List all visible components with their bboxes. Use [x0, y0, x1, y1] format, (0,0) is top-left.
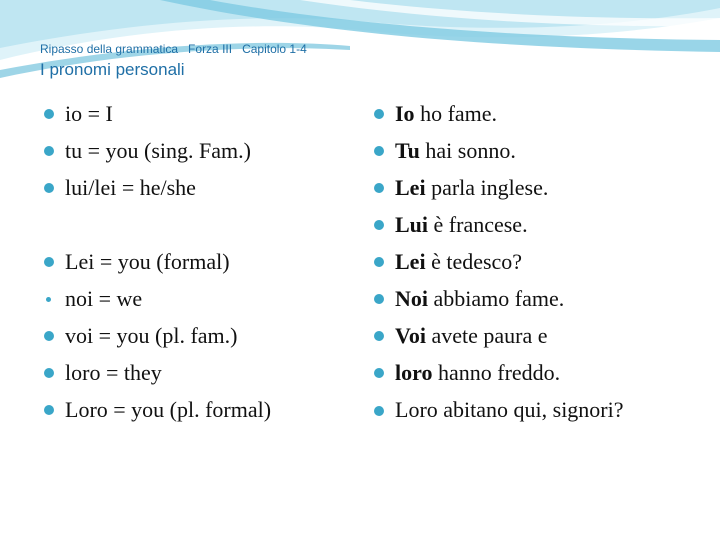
list-spacer: [44, 206, 364, 243]
sentence-text: Loro abitano qui, signori?: [395, 397, 624, 422]
list-item: [44, 243, 364, 280]
list-item-text: Lei = you (formal): [65, 249, 230, 274]
pronoun-bold: Noi: [395, 286, 428, 311]
pronoun-bold: Io: [395, 101, 415, 126]
list-item-text: Loro = you (pl. formal): [65, 397, 272, 422]
list-item: [374, 243, 694, 280]
bullet-icon: [44, 109, 54, 119]
pronoun-bold: loro: [395, 360, 433, 385]
list-item: [44, 132, 364, 169]
sentence-text: è francese.: [428, 212, 528, 237]
bullet-icon: [44, 183, 54, 193]
pronoun-bold: Lui: [395, 212, 429, 237]
list-item: [374, 132, 694, 169]
list-item: [374, 280, 694, 317]
bullet-icon: [374, 368, 384, 378]
bullet-icon: [374, 406, 384, 416]
slide-subtitle: Ripasso della grammatica Forza III Capitolo 1-4: [40, 42, 307, 56]
bullet-icon: [374, 331, 384, 341]
sentence-text: hanno freddo.: [432, 360, 561, 385]
list-item-text: noi = we: [65, 286, 143, 311]
bullet-icon: [44, 368, 54, 378]
list-item: [374, 169, 694, 206]
slide-title-area: [40, 42, 307, 80]
pronoun-bold: Tu: [395, 138, 420, 163]
list-item: [44, 354, 364, 391]
list-item: [44, 280, 364, 317]
bullet-icon: [44, 257, 54, 267]
bullet-icon: [374, 183, 384, 193]
bullet-icon: [374, 109, 384, 119]
bullet-icon: [374, 146, 384, 156]
list-item-text: io = I: [65, 101, 113, 126]
list-item: [374, 95, 694, 132]
pronoun-list-left: [44, 95, 364, 428]
sentence-text: ho fame.: [414, 101, 498, 126]
sentence-text: avete paura e: [425, 323, 548, 348]
bullet-icon: [374, 257, 384, 267]
bullet-icon: [44, 331, 54, 341]
example-list-right: [374, 95, 694, 425]
list-item: [374, 354, 694, 391]
slide-title: I pronomi personali: [40, 60, 185, 79]
sentence-text: hai sonno.: [419, 138, 516, 163]
list-item-text: voi = you (pl. fam.): [65, 323, 238, 348]
list-item: [374, 317, 694, 354]
bullet-icon: [44, 146, 54, 156]
list-item: [44, 95, 364, 132]
sentence-text: è tedesco?: [425, 249, 523, 274]
list-item: [374, 206, 694, 243]
bullet-icon: [374, 220, 384, 230]
list-item-text: loro = they: [65, 360, 162, 385]
list-item: [44, 391, 364, 428]
list-item: [374, 391, 694, 425]
pronoun-bold: Voi: [395, 323, 426, 348]
bullet-icon: [46, 297, 51, 302]
list-item: [44, 169, 364, 206]
bullet-icon: [44, 405, 54, 415]
pronoun-bold: Lei: [395, 249, 426, 274]
bullet-icon: [374, 294, 384, 304]
list-item: [44, 317, 364, 354]
sentence-text: parla inglese.: [425, 175, 549, 200]
sentence-text: abbiamo fame.: [428, 286, 565, 311]
list-item-text: lui/lei = he/she: [65, 175, 196, 200]
pronoun-bold: Lei: [395, 175, 426, 200]
list-item-text: tu = you (sing. Fam.): [65, 138, 251, 163]
